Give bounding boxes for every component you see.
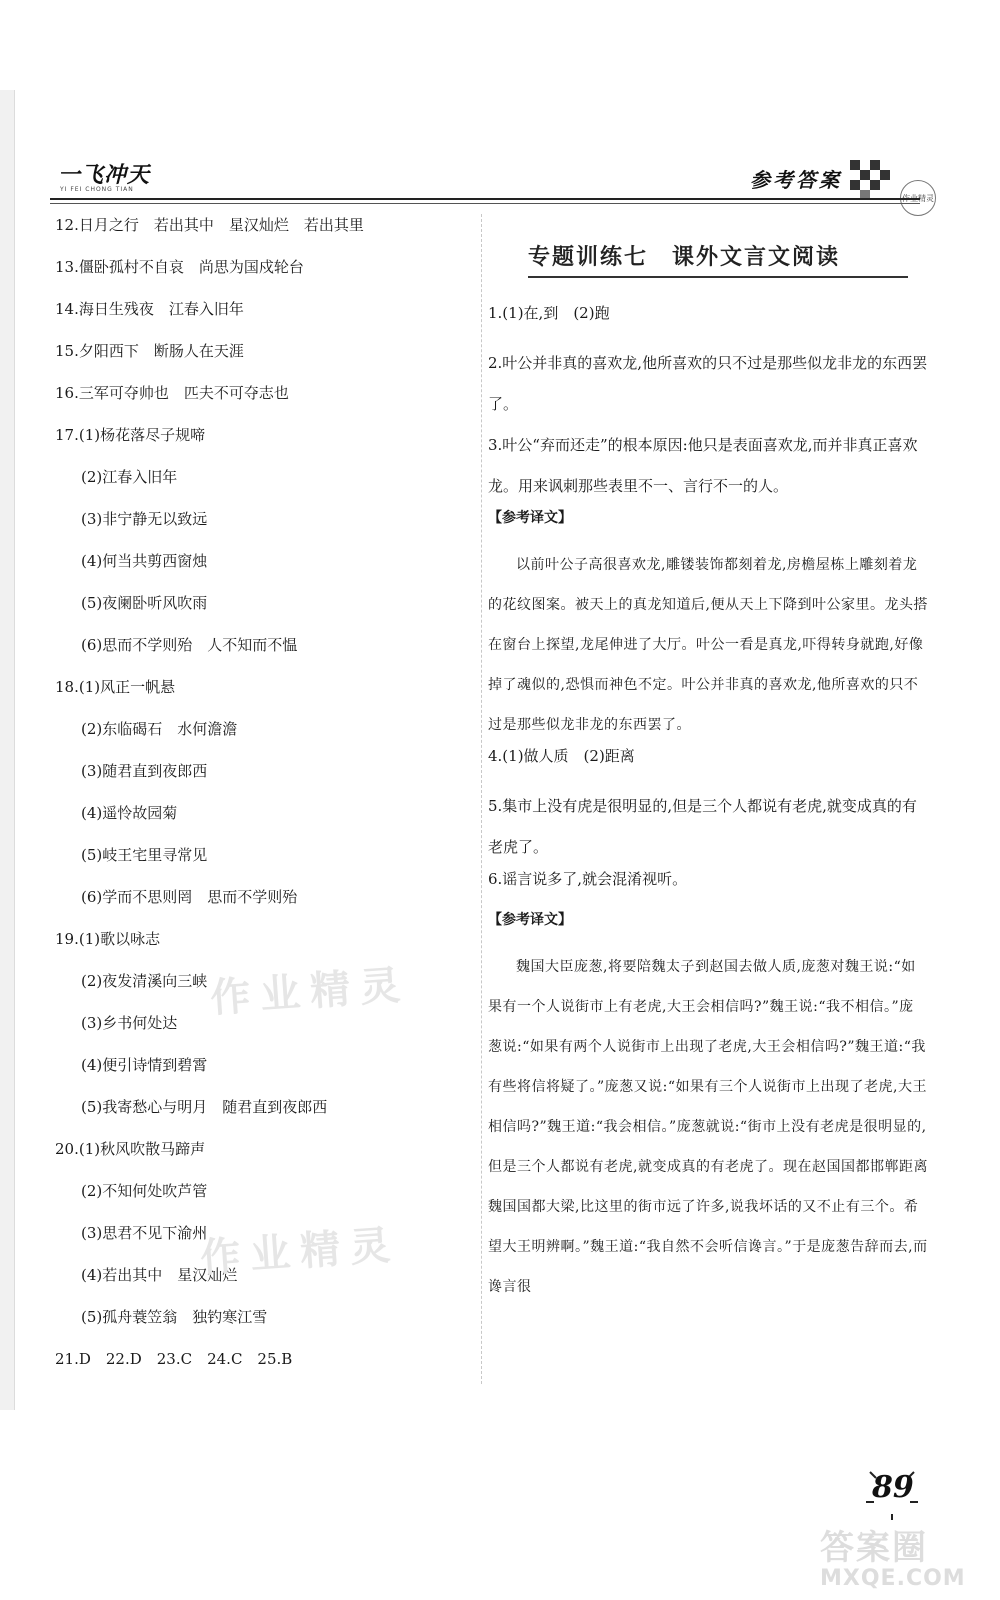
answer-line: (3)思君不见下渝州 <box>81 1224 208 1242</box>
left-column <box>55 214 475 1390</box>
answer-line: (5)夜阑卧听风吹雨 <box>81 594 208 612</box>
translation-label: 【参考译文】 <box>488 510 572 526</box>
header <box>50 148 934 208</box>
header-rule <box>50 198 920 200</box>
answer-q3: 3.叶公“弃而还走”的根本原因:他只是表面喜欢龙,而并非真正喜欢龙。用来讽刺那些表里不一、言行不一的人。 <box>488 436 918 495</box>
answer-line: (3)非宁静无以致远 <box>81 510 208 528</box>
answer-line: (3)乡书何处达 <box>81 1014 178 1032</box>
right-column <box>488 238 928 1307</box>
answer-line: 21.D 22.D 23.C 24.C 25.B <box>55 1350 293 1368</box>
header-title: 参考答案 <box>750 168 842 192</box>
answer-line: (5)岐王宅里寻常见 <box>81 846 208 864</box>
answer-line: (6)学而不思则罔 思而不学则殆 <box>81 888 298 906</box>
translation-label: 【参考译文】 <box>488 912 572 928</box>
answer-line: 15.夕阳西下 断肠人在天涯 <box>55 342 244 360</box>
answer-line: 16.三军可夺帅也 匹夫不可夺志也 <box>55 384 289 402</box>
answer-line: (5)孤舟蓑笠翁 独钓寒江雪 <box>81 1308 268 1326</box>
answer-line: (5)我寄愁心与明月 随君直到夜郎西 <box>81 1098 328 1116</box>
answer-line: 18.(1)风正一帆悬 <box>55 678 176 696</box>
answer-q6: 6.谣言说多了,就会混淆视听。 <box>488 870 688 888</box>
answer-line: (2)东临碣石 水何澹澹 <box>81 720 238 738</box>
answer-line: (4)便引诗情到碧霄 <box>81 1056 208 1074</box>
stamp-badge: 作业精灵 <box>900 180 936 216</box>
answer-line: 13.僵卧孤村不自哀 尚思为国戍轮台 <box>55 258 304 276</box>
page-edge <box>0 90 15 1410</box>
answer-q5: 5.集市上没有虎是很明显的,但是三个人都说有老虎,就变成真的有老虎了。 <box>488 797 917 856</box>
answer-line: (6)思而不学则殆 人不知而不愠 <box>81 636 298 654</box>
watermark: 作业精灵 <box>208 962 412 1022</box>
footer-brand: 答案圈 <box>820 1528 928 1568</box>
answer-line: 20.(1)秋风吹散马蹄声 <box>55 1140 206 1158</box>
page-number: 89 <box>872 1470 914 1505</box>
answer-line: (2)江春入旧年 <box>81 468 178 486</box>
section-title: 专题训练七 课外文言文阅读 <box>488 238 928 302</box>
answer-line: (2)夜发清溪向三峡 <box>81 972 208 990</box>
answer-line: (4)何当共剪西窗烛 <box>81 552 208 570</box>
header-rule-thin <box>50 203 920 204</box>
answer-line: (3)随君直到夜郎西 <box>81 762 208 780</box>
answer-line: 17.(1)杨花落尽子规啼 <box>55 426 206 444</box>
answer-line: (4)遥怜故园菊 <box>81 804 178 822</box>
answer-line: (4)若出其中 星汉灿烂 <box>81 1266 238 1284</box>
checker-pattern-icon <box>850 160 890 200</box>
logo: 一飞冲天 <box>58 163 151 188</box>
answer-line: (2)不知何处吹芦管 <box>81 1182 208 1200</box>
answer-q1: 1.(1)在,到 (2)跑 <box>488 304 610 322</box>
translation-text: 以前叶公子高很喜欢龙,雕镂装饰都刻着龙,房檐屋栋上雕刻着龙的花纹图案。被天上的真龙知道后,便从天上下降到叶公家里。龙头搭在窗台上探望,龙尾伸进了大厅。叶公一看是真龙,吓得转身就跑,好像掉了魂似的,恐惧而神色不定。叶公并非真的喜欢龙,他所喜欢的只不过是那些似龙非龙的东西罢了。 <box>488 557 928 733</box>
answer-q2: 2.叶公并非真的喜欢龙,他所喜欢的只不过是那些似龙非龙的东西罢了。 <box>488 354 928 413</box>
logo-subtitle: YI FEI CHONG TIAN <box>60 186 134 193</box>
answer-line: 14.海日生残夜 江春入旧年 <box>55 300 244 318</box>
watermark: 作业精灵 <box>198 1222 402 1282</box>
footer-url: MXQE.COM <box>820 1566 966 1591</box>
translation-text: 魏国大臣庞葱,将要陪魏太子到赵国去做人质,庞葱对魏王说:“如果有一个人说街市上有老虎,大王会相信吗?”魏王说:“我不相信。”庞葱说:“如果有两个人说街市上出现了老虎,大王会相信吗?”魏王道:“我有些将信将疑了。”庞葱又说:“如果有三个人说街市上出现了老虎,大王相信吗?”魏王道:“我会相信。”庞葱就说:“街市上没有老虎是很明显的,但是三个人都说有老虎,就变成真的有老虎了。现在赵国国都邯郸距离魏国国都大梁,比这里的街市远了许多,说我坏话的又不止有三个。希望大王明辨啊。”魏王道:“我自然不会听信谗言。”于是庞葱告辞而去,而谗言很 <box>488 959 928 1295</box>
column-divider <box>481 214 482 1384</box>
answer-line: 19.(1)歌以咏志 <box>55 930 161 948</box>
answer-line: 12.日月之行 若出其中 星汉灿烂 若出其里 <box>55 216 364 234</box>
answer-q4: 4.(1)做人质 (2)距离 <box>488 747 635 765</box>
